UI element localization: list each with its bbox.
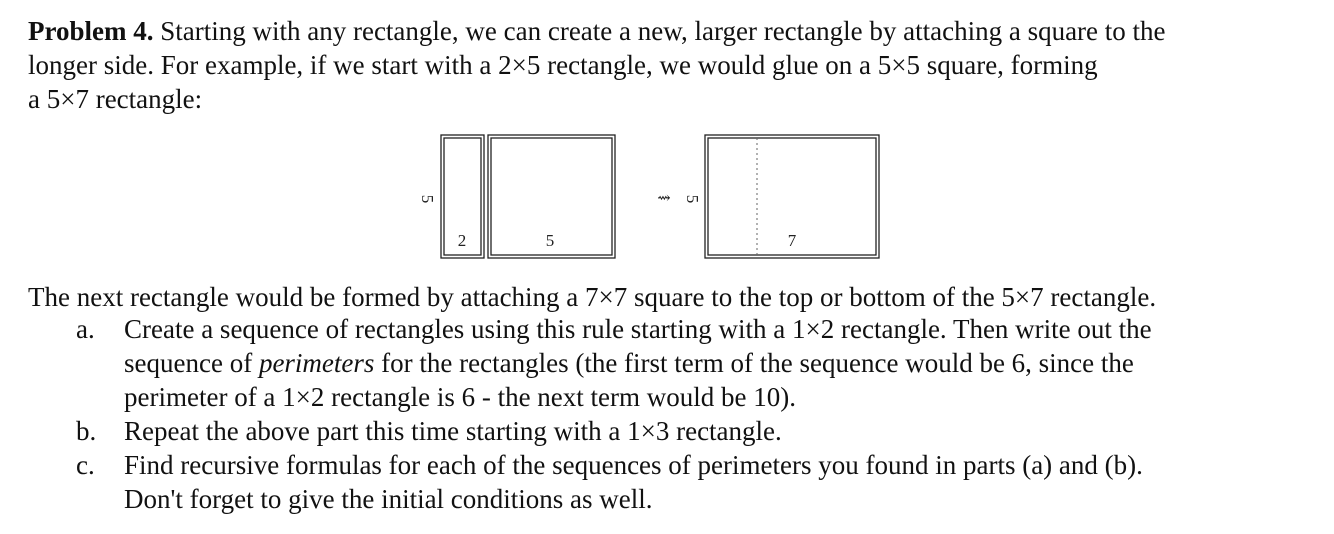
intro-line-2: longer side. For example, if we start with a 2×5 rectangle, we would glue on a 5×5 square, forming: [28, 50, 1098, 80]
result-height-label: 5: [683, 194, 702, 204]
square-width-label: 5: [545, 231, 555, 250]
next-rectangle-text: The next rectangle would be formed by attaching a 7×7 square to the top or bottom of the 5×7 rectangle.: [28, 282, 1157, 312]
part-a-text: Create a sequence of rectangles using this rule starting with a 1×2 rectangle. Then write out the sequence of perimeters for the rectangles (the first term of the sequence would be 6, since the perimeter of a 1×2 rectangle is 6 - the next term would be 10).: [124, 314, 1152, 412]
perimeters-emphasis: perimeters: [258, 348, 375, 378]
squiggle-arrow-icon: ⇝: [657, 190, 671, 207]
left-height-label: 5: [418, 194, 437, 204]
part-b-marker: b.: [76, 416, 97, 446]
narrow-width-label: 2: [457, 231, 467, 250]
result-width-label: 7: [787, 231, 797, 250]
problem-heading: Problem 4.: [28, 16, 154, 46]
intro-line-3: a 5×7 rectangle:: [28, 84, 203, 114]
part-c-marker: c.: [76, 450, 95, 480]
part-a-marker: a.: [76, 314, 95, 344]
part-c-text: Find recursive formulas for each of the sequences of perimeters you found in parts (a) and (b). Don't forget to give the initial conditions as well.: [124, 450, 1143, 514]
part-b-text: Repeat the above part this time starting with a 1×3 rectangle.: [124, 416, 782, 446]
intro-line-1: Problem 4. Starting with any rectangle, we can create a new, larger rectangle by attaching a square to the: [28, 16, 1166, 46]
